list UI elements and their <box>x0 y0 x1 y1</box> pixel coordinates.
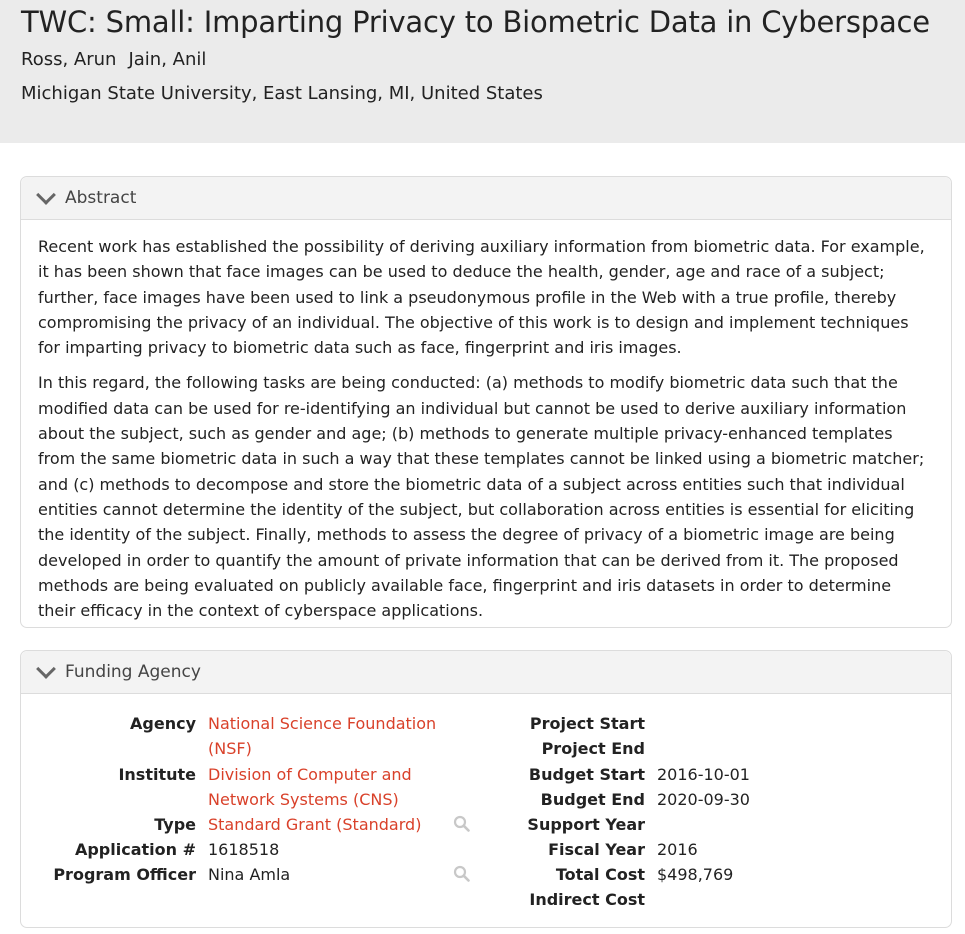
budget-start-value: 2016-10-01 <box>657 765 750 784</box>
abstract-body <box>21 220 951 623</box>
program-officer-value: Nina Amla <box>208 865 291 884</box>
agency-link-abbrev[interactable]: (NSF) <box>208 739 252 758</box>
project-end-label: Project End <box>541 739 645 758</box>
indirect-cost-label: Indirect Cost <box>529 890 645 909</box>
type-link[interactable]: Standard Grant (Standard) <box>208 815 422 834</box>
abstract-panel-toggle[interactable] <box>21 177 951 220</box>
magnifier-icon[interactable] <box>453 815 470 832</box>
budget-start-label: Budget Start <box>528 765 645 784</box>
funding-panel-toggle[interactable] <box>21 651 951 694</box>
abstract-heading: Abstract <box>65 188 137 208</box>
abstract-panel <box>20 176 952 628</box>
total-cost-value: $498,769 <box>657 865 734 884</box>
project-start-label: Project Start <box>529 714 645 733</box>
chevron-down-icon <box>36 185 56 205</box>
program-officer-label: Program Officer <box>53 865 196 884</box>
author-list <box>21 48 965 72</box>
affiliation: Michigan State University, East Lansing, MI, United States <box>21 83 543 104</box>
budget-end-value: 2020-09-30 <box>657 790 750 809</box>
funding-heading: Funding Agency <box>65 662 201 682</box>
fiscal-year-value: 2016 <box>657 840 698 859</box>
institute-link-abbrev[interactable]: Network Systems (CNS) <box>208 790 399 809</box>
agency-label: Agency <box>130 714 196 733</box>
budget-end-label: Budget End <box>540 790 645 809</box>
project-header <box>0 0 965 143</box>
magnifier-icon[interactable] <box>453 865 470 882</box>
abstract-paragraph: Recent work has established the possibility of deriving auxiliary information from biometric data. For example, it has been shown that face images can be used to deduce the health, gender, age and race of a subject; further, face images have been used to link a pseudonymous profile in the Web with a true profile, thereby compromising the privacy of an individual. The objective of this work is to design and implement techniques for imparting privacy to biometric data such as face, fingerprint and iris images. <box>38 237 925 358</box>
author-name: Ross, Arun <box>21 49 117 70</box>
institute-label: Institute <box>118 765 196 784</box>
type-label: Type <box>154 815 196 834</box>
institute-link[interactable]: Division of Computer and <box>208 765 412 784</box>
author-name: Jain, Anil <box>128 49 207 70</box>
total-cost-label: Total Cost <box>555 865 645 884</box>
agency-link[interactable]: National Science Foundation <box>208 714 437 733</box>
fiscal-year-label: Fiscal Year <box>548 840 645 859</box>
abstract-paragraph: In this regard, the following tasks are being conducted: (a) methods to modify biometric data such that the modified data can be used for re-identifying an individual but cannot be used to derive auxiliary information about the subject, such as gender and age; (b) methods to generate multiple privacy-enhanced templates from the same biometric data in such a way that these templates cannot be linked using a biometric matcher; and (c) methods to decompose and store the biometric data of a subject across entities such that individual entities cannot determine the identity of the subject, but collaboration across entities is essential for eliciting the identity of the subject. Finally, methods to assess the degree of privacy of a biometric image are being developed in order to quantify the amount of private information that can be derived from it. The proposed methods are being evaluated on publicly available face, fingerprint and iris datasets in order to determine their efficacy in the context of cyberspace applications. <box>38 373 925 621</box>
support-year-label: Support Year <box>527 815 645 834</box>
funding-panel <box>20 650 952 928</box>
application-label: Application # <box>74 840 196 859</box>
application-value: 1618518 <box>208 840 280 859</box>
page-title: TWC: Small: Imparting Privacy to Biometric Data in Cyberspace <box>21 5 930 39</box>
chevron-down-icon <box>36 659 56 679</box>
